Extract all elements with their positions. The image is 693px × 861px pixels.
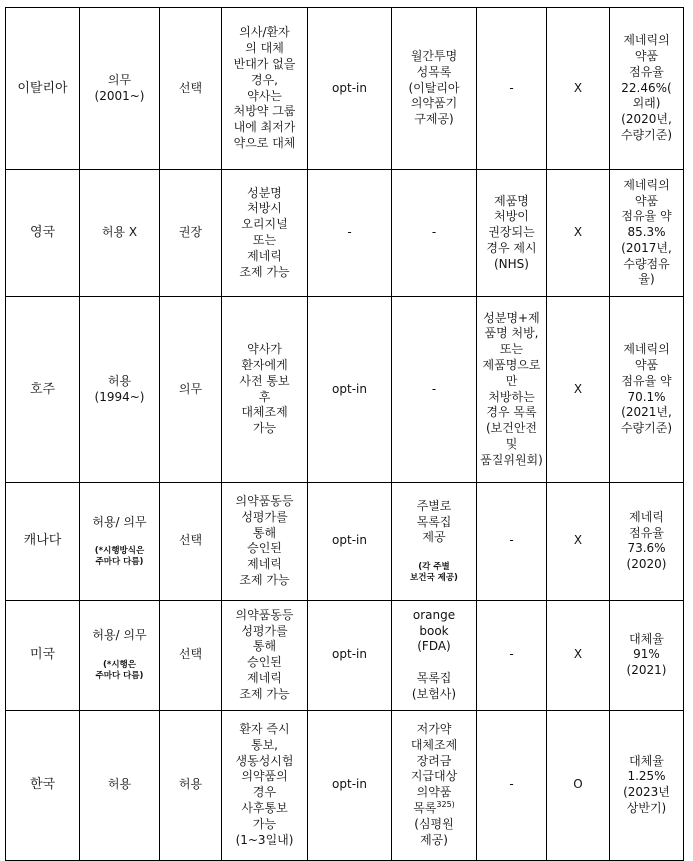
incentive-cell: X	[547, 8, 610, 170]
share-cell: 제네릭의 약품 점유율 약 70.1% (2021년, 수량기준)	[610, 297, 684, 483]
table-row	[6, 600, 684, 710]
prescription-method-cell: -	[477, 483, 547, 601]
table-row	[6, 483, 684, 601]
share-cell: 제네릭의 약품 점유율 약 85.3% (2017년, 수량점유 율)	[610, 170, 684, 297]
substitution-status-label: 허용/ 의무	[92, 628, 147, 643]
list-cell: -	[392, 297, 477, 483]
substitution-status-note: (*시행은 주마다 다름)	[95, 660, 144, 682]
prescription-method-cell: -	[477, 8, 547, 170]
list-label: 주별로 목록집 제공	[416, 498, 452, 545]
consent-cell: opt-in	[308, 297, 392, 483]
country-cell: 이탈리아	[6, 8, 80, 170]
conditions-cell: 의사/환자 의 대체 반대가 없을 경우, 약사는 처방약 그룹 내에 최저가 약으로 대체	[222, 8, 308, 170]
substitution-status-cell: 허용	[80, 710, 160, 860]
list-label: 저가약 대체조제 장려금 지급대상 의약품 목록	[410, 722, 458, 816]
list-cell: -	[392, 170, 477, 297]
country-cell: 영국	[6, 170, 80, 297]
footnote-ref: 325)	[436, 800, 455, 810]
substitution-status-cell: 허용 X	[80, 170, 160, 297]
consent-cell: opt-in	[308, 600, 392, 710]
pharmacist-obligation-cell: 권장	[160, 170, 222, 297]
prescription-method-cell: 제품명 처방이 권장되는 경우 제시 (NHS)	[477, 170, 547, 297]
table-row	[6, 297, 684, 483]
incentive-cell: X	[547, 170, 610, 297]
country-cell: 미국	[6, 600, 80, 710]
incentive-cell: X	[547, 600, 610, 710]
country-cell: 한국	[6, 710, 80, 860]
consent-cell: opt-in	[308, 710, 392, 860]
prescription-method-cell: 성분명+제 품명 처방, 또는 제품명으로 만 처방하는 경우 목록 (보건안전 및 품질위원회)	[477, 297, 547, 483]
consent-cell: opt-in	[308, 483, 392, 601]
consent-cell: opt-in	[308, 8, 392, 170]
substitution-status-note: (*시행방식은 주마다 다름)	[94, 546, 145, 568]
pharmacist-obligation-cell: 의무	[160, 297, 222, 483]
pharmacist-obligation-cell: 선택	[160, 8, 222, 170]
pharmacist-obligation-cell: 선택	[160, 483, 222, 601]
list-cell: orange book (FDA) 목록집 (보험사)	[392, 600, 477, 710]
substitution-status-cell	[80, 600, 160, 710]
share-cell: 대체율 1.25% (2023년 상반기)	[610, 710, 684, 860]
country-cell: 캐나다	[6, 483, 80, 601]
incentive-cell: O	[547, 710, 610, 860]
conditions-cell: 약사가 환자에게 사전 통보 후 대체조제 가능	[222, 297, 308, 483]
pharmacist-obligation-cell: 선택	[160, 600, 222, 710]
table-row	[6, 710, 684, 860]
prescription-method-cell: -	[477, 600, 547, 710]
list-cell	[392, 483, 477, 601]
incentive-cell: X	[547, 483, 610, 601]
list-note: (각 주별 보건국 제공)	[410, 561, 458, 583]
prescription-method-cell: -	[477, 710, 547, 860]
table-row	[6, 8, 684, 170]
share-cell: 제네릭 점유율 73.6% (2020)	[610, 483, 684, 601]
pharmacist-obligation-cell: 허용	[160, 710, 222, 860]
substitution-status-label: 허용/ 의무	[92, 514, 147, 529]
substitution-status-cell: 의무 (2001~)	[80, 8, 160, 170]
share-cell: 대체율 91% (2021)	[610, 600, 684, 710]
conditions-cell: 의약품동등 성평가를 통해 승인된 제네릭 조제 가능	[222, 483, 308, 601]
table-row	[6, 170, 684, 297]
substitution-status-cell	[80, 483, 160, 601]
substitution-status-cell: 허용 (1994~)	[80, 297, 160, 483]
generic-substitution-comparison-table	[5, 7, 684, 861]
country-cell: 호주	[6, 297, 80, 483]
consent-cell: -	[308, 170, 392, 297]
incentive-cell: X	[547, 297, 610, 483]
list-source: (심평원 제공)	[414, 816, 454, 847]
share-cell: 제네릭의 약품 점유율 22.46%( 외래) (2020년, 수량기준)	[610, 8, 684, 170]
conditions-cell: 성분명 처방시 오리지널 또는 제네릭 조제 가능	[222, 170, 308, 297]
list-cell	[392, 710, 477, 860]
list-cell: 월간투명 성목록 (이탈리아 의약품기 구제공)	[392, 8, 477, 170]
conditions-cell: 의약품동등 성평가를 통해 승인된 제네릭 조제 가능	[222, 600, 308, 710]
conditions-cell: 환자 즉시 통보, 생동성시험 의약품의 경우 사후통보 가능 (1~3일내)	[222, 710, 308, 860]
